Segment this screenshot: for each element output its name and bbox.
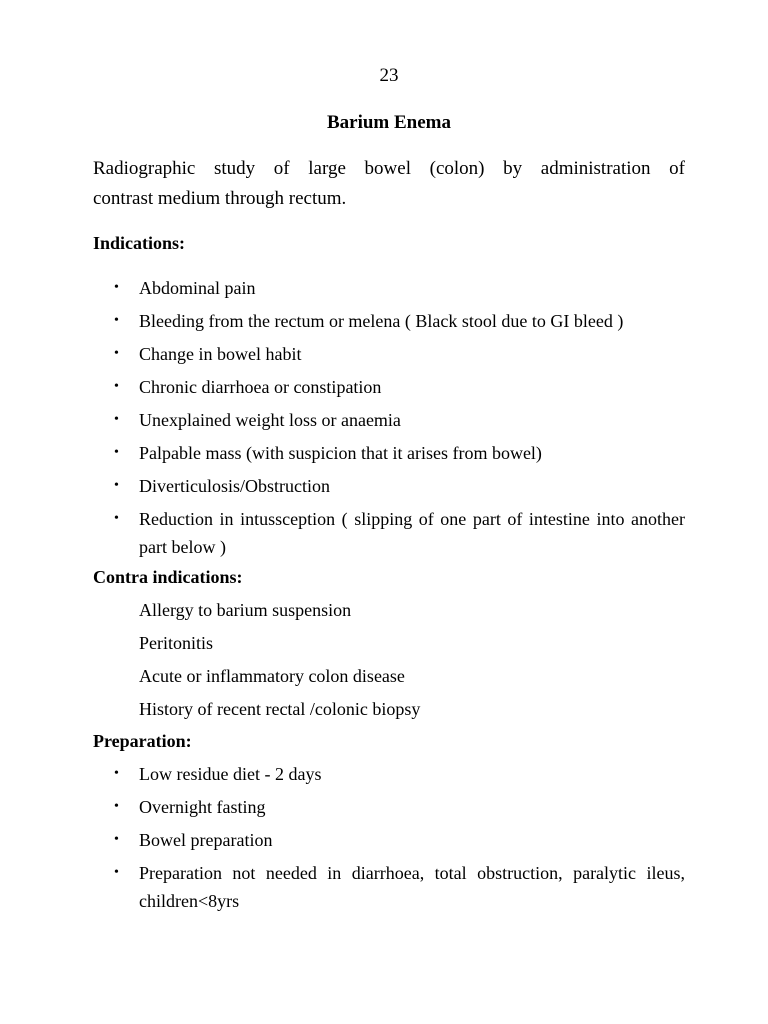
bullet-icon: •	[114, 766, 119, 781]
list-item: • Bowel preparation	[93, 826, 685, 859]
list-item: History of recent rectal /colonic biopsy	[139, 699, 421, 719]
list-item: • Bleeding from the rectum or melena ( Black stool due to GI bleed )	[93, 307, 685, 340]
page-number: 23	[379, 65, 399, 86]
bullet-icon: •	[114, 412, 119, 427]
bullet-icon: •	[114, 346, 119, 361]
list-item: • Change in bowel habit	[93, 340, 685, 373]
page-title: Barium Enema	[326, 112, 452, 133]
list-item: • Preparation not needed in diarrhoea, total obstruction, paralytic ileus, children<8yrs	[93, 859, 685, 915]
list-item: • Diverticulosis/Obstruction	[93, 472, 685, 505]
list-item: Peritonitis	[139, 633, 214, 653]
list-item: • Chronic diarrhoea or constipation	[93, 373, 685, 406]
list-item: • Low residue diet - 2 days	[93, 760, 685, 793]
bullet-icon: •	[114, 799, 119, 814]
intro-line-1: Radiographic study of large bowel (colon) by administration of	[93, 158, 685, 179]
bullet-icon: •	[114, 865, 119, 880]
list-item: Allergy to barium suspension	[139, 600, 352, 620]
intro-paragraph	[93, 154, 685, 214]
preparation-heading: Preparation:	[93, 731, 192, 751]
bullet-icon: •	[114, 832, 119, 847]
bullet-icon: •	[114, 478, 119, 493]
bullet-icon: •	[114, 511, 119, 526]
intro-line-2: contrast medium through rectum.	[93, 188, 347, 209]
list-item: • Palpable mass (with suspicion that it arises from bowel)	[93, 439, 685, 472]
list-item: Acute or inflammatory colon disease	[139, 666, 405, 686]
bullet-icon: •	[114, 280, 119, 295]
contra-indications-heading: Contra indications:	[93, 567, 243, 587]
list-item: • Reduction in intussception ( slipping of one part of intestine into another part below )	[93, 505, 685, 561]
preparation-list	[93, 760, 685, 915]
indications-list	[93, 274, 685, 561]
bullet-icon: •	[114, 313, 119, 328]
bullet-icon: •	[114, 379, 119, 394]
list-item: • Abdominal pain	[93, 274, 685, 307]
list-item: • Unexplained weight loss or anaemia	[93, 406, 685, 439]
contra-indications-list	[139, 598, 420, 730]
list-item: • Overnight fasting	[93, 793, 685, 826]
bullet-icon: •	[114, 445, 119, 460]
indications-heading: Indications:	[93, 233, 186, 253]
